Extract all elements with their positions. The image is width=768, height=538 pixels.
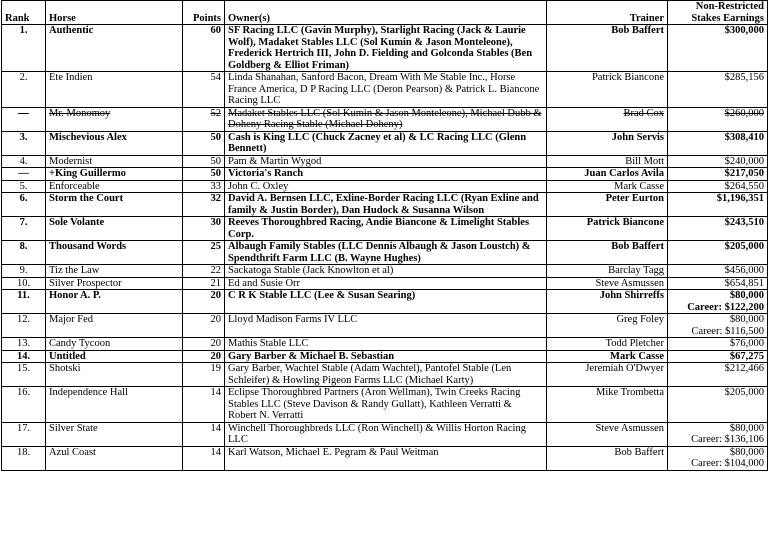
rank-cell: 17. (2, 422, 46, 446)
earnings-cell (668, 290, 768, 314)
rank-cell: 2. (2, 72, 46, 108)
table-row (2, 314, 768, 338)
points-cell: 50 (183, 131, 225, 155)
trainer-cell: Juan Carlos Avila (547, 168, 668, 181)
owners-cell: John C. Oxley (225, 180, 547, 193)
header-row (2, 1, 768, 25)
trainer-cell: Bill Mott (547, 155, 668, 168)
table-row (2, 217, 768, 241)
table-row (2, 180, 768, 193)
horse-cell: +King Guillermo (46, 168, 183, 181)
owners-cell: Sackatoga Stable (Jack Knowlton et al) (225, 265, 547, 278)
earnings-cell: $240,000 (668, 155, 768, 168)
horse-cell: Silver Prospector (46, 277, 183, 290)
rank-cell: 10. (2, 277, 46, 290)
trainer-cell: Patrick Biancone (547, 72, 668, 108)
table-row (2, 290, 768, 314)
horse-cell: Modernist (46, 155, 183, 168)
rank-cell: 18. (2, 446, 46, 470)
rank-cell: 11. (2, 290, 46, 314)
earnings-cell: $243,510 (668, 217, 768, 241)
earnings-cell: $285,156 (668, 72, 768, 108)
horse-cell: Major Fed (46, 314, 183, 338)
earnings-cell: $76,000 (668, 338, 768, 351)
table-row (2, 277, 768, 290)
trainer-cell: Greg Foley (547, 314, 668, 338)
trainer-cell: Mark Casse (547, 180, 668, 193)
trainer-cell: Patrick Biancone (547, 217, 668, 241)
earnings-cell: $1,196,351 (668, 193, 768, 217)
owners-cell: Reeves Thoroughbred Racing, Andie Biancone & Limelight Stables Corp. (225, 217, 547, 241)
horse-cell: Shotski (46, 363, 183, 387)
owners-cell: Albaugh Family Stables (LLC Dennis Albaugh & Jason Loustch) & Spendthrift Farm LLC (B. Wayne Hughes) (225, 241, 547, 265)
rank-cell: 5. (2, 180, 46, 193)
earnings-value: $80,000 (729, 314, 764, 325)
rank-cell: 16. (2, 387, 46, 423)
points-cell: 50 (183, 168, 225, 181)
table-row (2, 422, 768, 446)
horse-cell: Thousand Words (46, 241, 183, 265)
rank-cell: 9. (2, 265, 46, 278)
owners-cell: Eclipse Thoroughbred Partners (Aron Wellman), Twin Creeks Racing Stables LLC (Steve Davison & Randy Gullatt), Kathleen Verratti & Robert N. Verratti (225, 387, 547, 423)
header-earnings: Non-Restricted Stakes Earnings (668, 1, 768, 25)
horse-cell: Honor A. P. (46, 290, 183, 314)
trainer-cell: John Servis (547, 131, 668, 155)
owners-cell: Winchell Thoroughbreds LLC (Ron Winchell) & Willis Horton Racing LLC (225, 422, 547, 446)
trainer-cell: Bob Baffert (547, 446, 668, 470)
points-cell: 20 (183, 350, 225, 363)
trainer-cell: Bob Baffert (547, 25, 668, 72)
table-row (2, 350, 768, 363)
earnings-cell: $205,000 (668, 241, 768, 265)
rank-cell: 13. (2, 338, 46, 351)
earnings-cell: $300,000 (668, 25, 768, 72)
trainer-cell: Mike Trombetta (547, 387, 668, 423)
points-cell: 22 (183, 265, 225, 278)
earnings-cell: $654,851 (668, 277, 768, 290)
header-rank: Rank (2, 1, 46, 25)
earnings-value: $80,000 (729, 422, 764, 434)
trainer-cell: Barclay Tagg (547, 265, 668, 278)
trainer-cell: Peter Eurton (547, 193, 668, 217)
points-cell: 20 (183, 290, 225, 314)
horse-cell: Storm the Court (46, 193, 183, 217)
horse-cell: Authentic (46, 25, 183, 72)
points-cell: 20 (183, 338, 225, 351)
rank-cell: 7. (2, 217, 46, 241)
horse-cell: Silver State (46, 422, 183, 446)
earnings-value: $80,000 (729, 290, 764, 301)
table-row (2, 193, 768, 217)
rank-cell: 4. (2, 155, 46, 168)
points-cell: 25 (183, 241, 225, 265)
header-trainer: Trainer (547, 1, 668, 25)
trainer-cell: Todd Pletcher (547, 338, 668, 351)
table-row (2, 265, 768, 278)
table-row (2, 131, 768, 155)
table-row (2, 387, 768, 423)
horse-cell: Sole Volante (46, 217, 183, 241)
earnings-cell (668, 422, 768, 446)
owners-cell: Lloyd Madison Farms IV LLC (225, 314, 547, 338)
points-cell: 50 (183, 155, 225, 168)
header-horse: Horse (46, 1, 183, 25)
points-cell: 14 (183, 387, 225, 423)
trainer-cell: Steve Asmussen (547, 422, 668, 446)
horse-cell: Untitled (46, 350, 183, 363)
trainer-cell: Bob Baffert (547, 241, 668, 265)
table-row (2, 363, 768, 387)
rank-cell: 15. (2, 363, 46, 387)
career-earnings: Career: $116,500 (691, 325, 764, 337)
earnings-cell: $67,275 (668, 350, 768, 363)
rank-cell: 8. (2, 241, 46, 265)
career-earnings: Career: $136,106 (691, 434, 764, 445)
horse-cell: Candy Tycoon (46, 338, 183, 351)
owners-cell: Mathis Stable LLC (225, 338, 547, 351)
earnings-cell (668, 314, 768, 338)
career-earnings: Career: $122,200 (687, 301, 764, 313)
owners-cell: Madaket Stables LLC (Sol Kumin & Jason Monteleone), Michael Dubb & Doheny Racing Stable (Michael Doheny) (225, 107, 547, 131)
points-cell: 20 (183, 314, 225, 338)
trainer-cell: Mark Casse (547, 350, 668, 363)
horse-cell: Enforceable (46, 180, 183, 193)
points-standings-table (1, 0, 768, 471)
points-cell: 60 (183, 25, 225, 72)
owners-cell: Gary Barber & Michael B. Sebastian (225, 350, 547, 363)
earnings-cell: $260,000 (668, 107, 768, 131)
points-cell: 30 (183, 217, 225, 241)
earnings-cell: $212,466 (668, 363, 768, 387)
rank-cell: 14. (2, 350, 46, 363)
table-row (2, 72, 768, 108)
table-row (2, 446, 768, 470)
horse-cell: Tiz the Law (46, 265, 183, 278)
trainer-cell: Jeremiah O'Dwyer (547, 363, 668, 387)
horse-cell: Ete Indien (46, 72, 183, 108)
owners-cell: C R K Stable LLC (Lee & Susan Searing) (225, 290, 547, 314)
rank-cell: 6. (2, 193, 46, 217)
earnings-value: $80,000 (729, 446, 764, 458)
points-cell: 14 (183, 446, 225, 470)
career-earnings: Career: $104,000 (691, 458, 764, 469)
points-cell: 19 (183, 363, 225, 387)
table-row (2, 25, 768, 72)
earnings-cell (668, 446, 768, 470)
header-owners: Owner(s) (225, 1, 547, 25)
rank-cell: — (2, 107, 46, 131)
owners-cell: Karl Watson, Michael E. Pegram & Paul Weitman (225, 446, 547, 470)
points-cell: 33 (183, 180, 225, 193)
earnings-cell: $456,000 (668, 265, 768, 278)
horse-cell: Azul Coast (46, 446, 183, 470)
table-row (2, 168, 768, 181)
horse-cell: Independence Hall (46, 387, 183, 423)
owners-cell: Linda Shanahan, Sanford Bacon, Dream With Me Stable Inc., Horse France America, D P Racing LLC (Deron Pearson) & Patrick L. Biancone Racing LLC (225, 72, 547, 108)
table-row (2, 241, 768, 265)
earnings-cell: $308,410 (668, 131, 768, 155)
owners-cell: Cash is King LLC (Chuck Zacney et al) & LC Racing LLC (Glenn Bennett) (225, 131, 547, 155)
rank-cell: 3. (2, 131, 46, 155)
owners-cell: SF Racing LLC (Gavin Murphy), Starlight Racing (Jack & Laurie Wolf), Madaket Stables LLC (Sol Kumin & Jason Monteleone), Frederick Hertrich III, John D. Fielding and Golconda Stables (Ben Goldberg & Elliot Friman) (225, 25, 547, 72)
earnings-cell: $264,550 (668, 180, 768, 193)
trainer-cell: Brad Cox (547, 107, 668, 131)
table-row (2, 155, 768, 168)
owners-cell: Gary Barber, Wachtel Stable (Adam Wachtel), Pantofel Stable (Len Schleifer) & Howling Pigeon Farms LLC (Michael Karty) (225, 363, 547, 387)
trainer-cell: Steve Asmussen (547, 277, 668, 290)
earnings-cell: $217,050 (668, 168, 768, 181)
points-cell: 52 (183, 107, 225, 131)
horse-cell: Mischevious Alex (46, 131, 183, 155)
rank-cell: 1. (2, 25, 46, 72)
trainer-cell: John Shirreffs (547, 290, 668, 314)
horse-cell: Mr. Monomoy (46, 107, 183, 131)
rank-cell: 12. (2, 314, 46, 338)
earnings-cell: $205,000 (668, 387, 768, 423)
owners-cell: Ed and Susie Orr (225, 277, 547, 290)
rank-cell: — (2, 168, 46, 181)
points-cell: 32 (183, 193, 225, 217)
header-points: Points (183, 1, 225, 25)
owners-cell: Pam & Martin Wygod (225, 155, 547, 168)
points-cell: 14 (183, 422, 225, 446)
owners-cell: Victoria's Ranch (225, 168, 547, 181)
table-row (2, 107, 768, 131)
points-cell: 54 (183, 72, 225, 108)
points-cell: 21 (183, 277, 225, 290)
owners-cell: David A. Bernsen LLC, Exline-Border Racing LLC (Ryan Exline and family & Justin Border), Dan Hudock & Susanna Wilson (225, 193, 547, 217)
table-row (2, 338, 768, 351)
